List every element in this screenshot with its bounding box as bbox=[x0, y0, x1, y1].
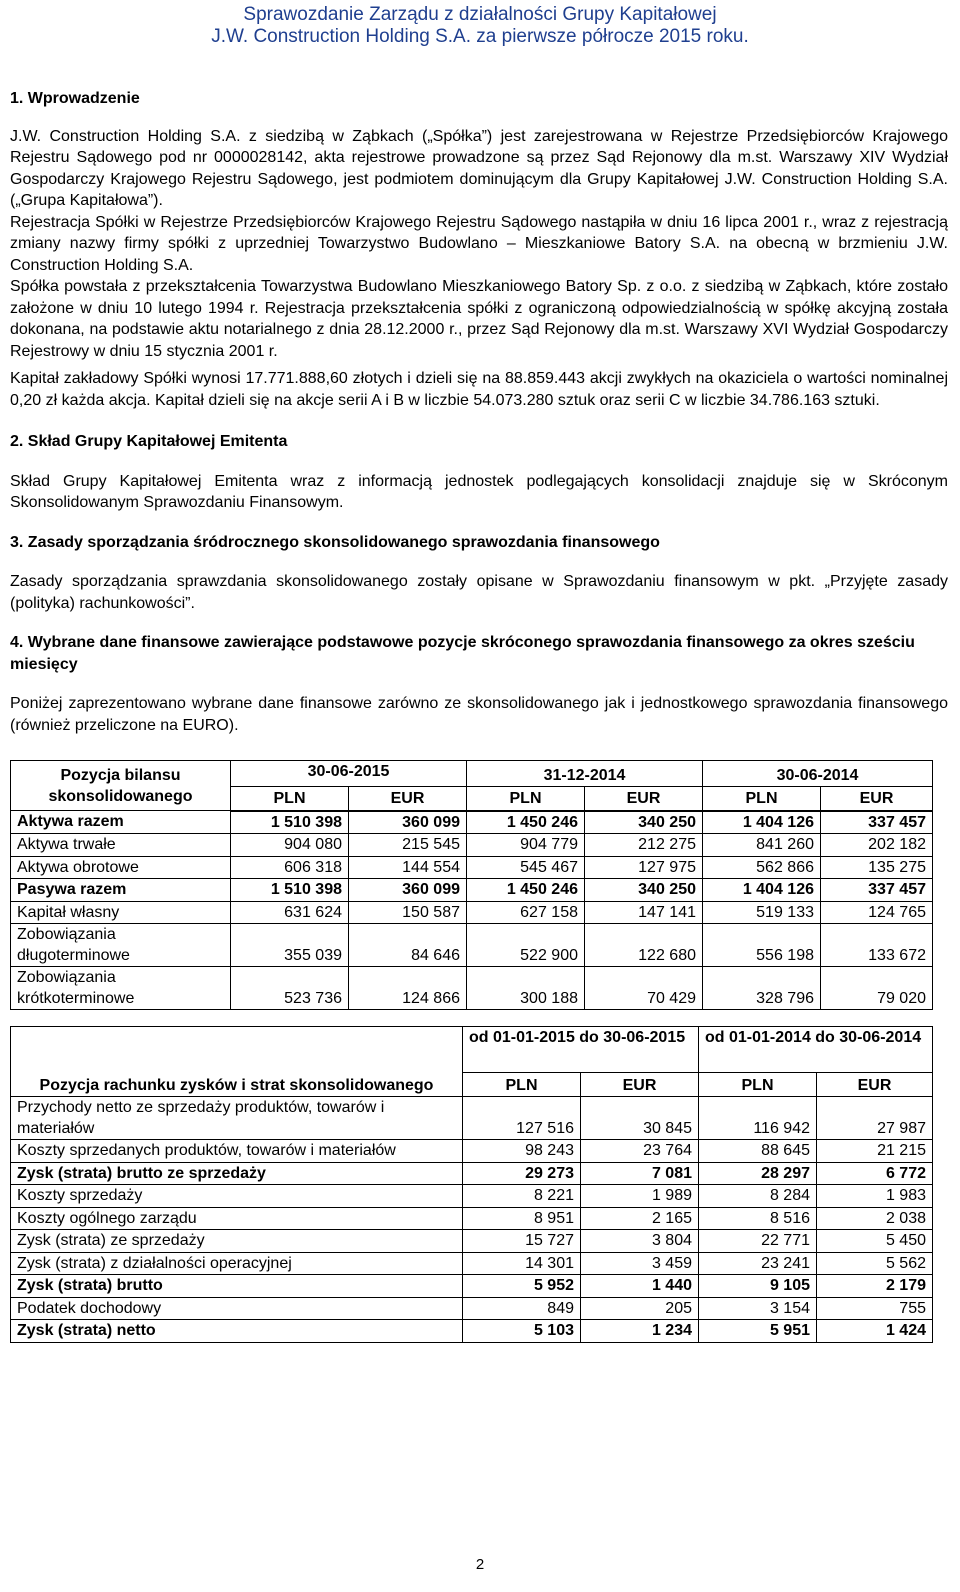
row-value: 3 804 bbox=[581, 1230, 699, 1253]
row-label: Pasywa razem bbox=[11, 879, 231, 902]
row-label: Zysk (strata) netto bbox=[11, 1320, 463, 1343]
row-label: Aktywa razem bbox=[11, 811, 231, 834]
row-value: 84 646 bbox=[349, 924, 467, 967]
row-value: 116 942 bbox=[699, 1097, 817, 1140]
row-value: 300 188 bbox=[467, 967, 585, 1010]
row-value: 21 215 bbox=[817, 1140, 933, 1163]
table-row bbox=[11, 1097, 933, 1140]
row-label: Koszty sprzedaży bbox=[11, 1185, 463, 1208]
row-value: 1 510 398 bbox=[231, 811, 349, 834]
currency-header: EUR bbox=[585, 787, 703, 811]
currency-header: EUR bbox=[581, 1073, 699, 1097]
balance-header-label: Pozycja bilansu skonsolidowanego bbox=[11, 761, 231, 811]
row-value: 5 951 bbox=[699, 1320, 817, 1343]
row-value: 606 318 bbox=[231, 856, 349, 879]
currency-header: EUR bbox=[349, 787, 467, 811]
table-row bbox=[11, 1252, 933, 1275]
row-value: 147 141 bbox=[585, 901, 703, 924]
row-value: 631 624 bbox=[231, 901, 349, 924]
section-1-title: 1. Wprowadzenie bbox=[10, 90, 140, 107]
currency-header: PLN bbox=[467, 787, 585, 811]
row-value: 1 510 398 bbox=[231, 879, 349, 902]
row-value: 98 243 bbox=[463, 1140, 581, 1163]
row-value: 556 198 bbox=[703, 924, 821, 967]
currency-header: EUR bbox=[817, 1073, 933, 1097]
row-value: 904 080 bbox=[231, 834, 349, 857]
row-value: 337 457 bbox=[821, 811, 933, 834]
row-value: 2 179 bbox=[817, 1275, 933, 1298]
row-value: 355 039 bbox=[231, 924, 349, 967]
row-value: 849 bbox=[463, 1297, 581, 1320]
row-value: 29 273 bbox=[463, 1162, 581, 1185]
row-value: 212 275 bbox=[585, 834, 703, 857]
row-value: 70 429 bbox=[585, 967, 703, 1010]
row-label: Zysk (strata) z działalności operacyjnej bbox=[11, 1252, 463, 1275]
row-label: Zysk (strata) brutto bbox=[11, 1275, 463, 1298]
section-3-title: 3. Zasady sporządzania śródrocznego skonsolidowanego sprawozdania finansowego bbox=[10, 533, 660, 551]
row-value: 5 450 bbox=[817, 1230, 933, 1253]
row-value: 8 951 bbox=[463, 1207, 581, 1230]
document-body bbox=[10, 88, 948, 1343]
row-value: 215 545 bbox=[349, 834, 467, 857]
row-value: 127 975 bbox=[585, 856, 703, 879]
row-value: 88 645 bbox=[699, 1140, 817, 1163]
row-value: 1 450 246 bbox=[467, 811, 585, 834]
header-line-2: J.W. Construction Holding S.A. za pierwsze półrocze 2015 roku. bbox=[211, 26, 749, 47]
table-row bbox=[11, 1207, 933, 1230]
row-value: 124 866 bbox=[349, 967, 467, 1010]
section-1-paragraph-1: J.W. Construction Holding S.A. z siedzibą w Ząbkach („Spółka”) jest zarejestrowana w Rejestrze Przedsiębiorców Krajowego Rejestru Sądowego pod nr 0000028142, akta rejestrowe prowadzone są przez Sąd Rejonowy dla m.st. Warszawy XIV Wydział Gospodarczy Krajowego Rejestru Sądowego, jest podmiotem dominującym dla Grupy Kapitałowej J.W. Construction Holding S.A. („Grupa Kapitałowa”). bbox=[10, 127, 948, 209]
table-row bbox=[11, 1185, 933, 1208]
row-label: Aktywa obrotowe bbox=[11, 856, 231, 879]
row-value: 360 099 bbox=[349, 879, 467, 902]
row-value: 337 457 bbox=[821, 879, 933, 902]
table-row bbox=[11, 1320, 933, 1343]
table-row bbox=[11, 834, 933, 857]
income-period-header: od 01-01-2014 do 30-06-2014 bbox=[699, 1027, 933, 1073]
document-header bbox=[0, 0, 960, 48]
row-value: 340 250 bbox=[585, 811, 703, 834]
row-value: 755 bbox=[817, 1297, 933, 1320]
row-label: Zobowiązania długoterminowe bbox=[11, 924, 231, 967]
section-1-paragraph-4: Kapitał zakładowy Spółki wynosi 17.771.888,60 złotych i dzieli się na 88.859.443 akcji zwykłych na okaziciela o wartości nominalnej 0,20 zł każda akcja. Kapitał dzieli się na akcje serii A i B w liczbie 54.073.280 sztuk oraz serii C w liczbie 34.786.163 sztuki. bbox=[10, 370, 948, 409]
row-value: 8 221 bbox=[463, 1185, 581, 1208]
row-label: Koszty ogólnego zarządu bbox=[11, 1207, 463, 1230]
row-value: 2 165 bbox=[581, 1207, 699, 1230]
row-value: 627 158 bbox=[467, 901, 585, 924]
row-value: 122 680 bbox=[585, 924, 703, 967]
row-value: 1 440 bbox=[581, 1275, 699, 1298]
currency-header: EUR bbox=[821, 787, 933, 811]
row-label: Kapitał własny bbox=[11, 901, 231, 924]
row-label: Zysk (strata) ze sprzedaży bbox=[11, 1230, 463, 1253]
table-row bbox=[11, 856, 933, 879]
row-value: 28 297 bbox=[699, 1162, 817, 1185]
currency-header: PLN bbox=[699, 1073, 817, 1097]
row-value: 5 103 bbox=[463, 1320, 581, 1343]
row-value: 2 038 bbox=[817, 1207, 933, 1230]
balance-table-body bbox=[11, 811, 933, 1010]
balance-period-header: 30-06-2014 bbox=[703, 761, 933, 787]
table-row bbox=[11, 1230, 933, 1253]
row-value: 124 765 bbox=[821, 901, 933, 924]
income-table bbox=[10, 1026, 933, 1343]
row-label: Podatek dochodowy bbox=[11, 1297, 463, 1320]
row-value: 6 772 bbox=[817, 1162, 933, 1185]
row-value: 328 796 bbox=[703, 967, 821, 1010]
row-value: 30 845 bbox=[581, 1097, 699, 1140]
section-2-title: 2. Skład Grupy Kapitałowej Emitenta bbox=[10, 433, 288, 450]
currency-header: PLN bbox=[703, 787, 821, 811]
table-row bbox=[11, 1162, 933, 1185]
row-value: 841 260 bbox=[703, 834, 821, 857]
section-3-paragraph: Zasady sporządzania sprawzdania skonsolidowanego zostały opisane w Sprawozdaniu finansowym w pkt. „Przyjęte zasady (polityka) rachunkowości”. bbox=[10, 573, 948, 612]
row-value: 133 672 bbox=[821, 924, 933, 967]
income-table-body bbox=[11, 1097, 933, 1343]
page-number: 2 bbox=[475, 1556, 485, 1573]
income-header-label: Pozycja rachunku zysków i strat skonsolidowanego bbox=[11, 1027, 463, 1097]
row-value: 562 866 bbox=[703, 856, 821, 879]
row-value: 135 275 bbox=[821, 856, 933, 879]
row-value: 1 424 bbox=[817, 1320, 933, 1343]
row-value: 522 900 bbox=[467, 924, 585, 967]
row-value: 1 404 126 bbox=[703, 811, 821, 834]
row-value: 205 bbox=[581, 1297, 699, 1320]
row-value: 27 987 bbox=[817, 1097, 933, 1140]
table-row bbox=[11, 879, 933, 902]
row-value: 8 284 bbox=[699, 1185, 817, 1208]
row-value: 1 989 bbox=[581, 1185, 699, 1208]
row-value: 5 562 bbox=[817, 1252, 933, 1275]
section-4-paragraph: Poniżej zaprezentowano wybrane dane finansowe zarówno ze skonsolidowanego jak i jednostkowego sprawozdania finansowego (również przeliczone na EURO). bbox=[10, 695, 948, 734]
row-value: 79 020 bbox=[821, 967, 933, 1010]
table-row bbox=[11, 1140, 933, 1163]
row-value: 127 516 bbox=[463, 1097, 581, 1140]
section-1-paragraph-3: Spółka powstała z przekształcenia Towarzystwa Budowlano Mieszkaniowego Batory Sp. z o.o. z siedzibą w Ząbkach, które zostało założone w dniu 10 lutego 1994 r. Rejestracja przekształcenia spółki z ograniczoną odpowiedzialnością w spółkę akcyjną została dokonana, na podstawie aktu notarialnego z dnia 28.12.2000 r., przez Sąd Rejonowy dla m.st. Warszawy XVI Wydział Gospodarczy Rejestrowy w dniu 15 stycznia 2001 r. bbox=[10, 278, 948, 360]
table-row bbox=[11, 811, 933, 834]
row-value: 7 081 bbox=[581, 1162, 699, 1185]
row-value: 22 771 bbox=[699, 1230, 817, 1253]
row-value: 3 459 bbox=[581, 1252, 699, 1275]
section-4-title: 4. Wybrane dane finansowe zawierające podstawowe pozycje skróconego sprawozdania finansowego za okres sześciu miesięcy bbox=[10, 634, 915, 673]
row-value: 23 764 bbox=[581, 1140, 699, 1163]
row-value: 15 727 bbox=[463, 1230, 581, 1253]
income-period-header: od 01-01-2015 do 30-06-2015 bbox=[463, 1027, 699, 1073]
section-2-paragraph: Skład Grupy Kapitałowej Emitenta wraz z informacją jednostek podlegających konsolidacji znajduje się w Skróconym Skonsolidowanym Sprawozdaniu Finansowym. bbox=[10, 472, 948, 511]
table-row bbox=[11, 1297, 933, 1320]
balance-table bbox=[10, 760, 933, 1010]
row-value: 3 154 bbox=[699, 1297, 817, 1320]
table-row bbox=[11, 924, 933, 967]
row-label: Przychody netto ze sprzedaży produktów, towarów i materiałów bbox=[11, 1097, 463, 1140]
row-value: 523 736 bbox=[231, 967, 349, 1010]
row-value: 202 182 bbox=[821, 834, 933, 857]
section-1-paragraph-2: Rejestracja Spółki w Rejestrze Przedsiębiorców Krajowego Rejestru Sądowego nastąpiła w dniu 16 lipca 2001 r., wraz z rejestracją zmiany nazwy firmy spółki z uprzedniej Towarzystwo Budowlano – Mieszkaniowe Batory S.A. na obecną w brzmieniu J.W. Construction Holding S.A. bbox=[10, 213, 948, 274]
row-value: 1 450 246 bbox=[467, 879, 585, 902]
row-value: 144 554 bbox=[349, 856, 467, 879]
row-label: Aktywa trwałe bbox=[11, 834, 231, 857]
currency-header: PLN bbox=[463, 1073, 581, 1097]
row-value: 23 241 bbox=[699, 1252, 817, 1275]
balance-period-header: 31-12-2014 bbox=[467, 761, 703, 787]
row-value: 545 467 bbox=[467, 856, 585, 879]
balance-period-header: 30-06-2015 bbox=[231, 761, 467, 787]
row-label: Zobowiązania krótkoterminowe bbox=[11, 967, 231, 1010]
row-label: Koszty sprzedanych produktów, towarów i materiałów bbox=[11, 1140, 463, 1163]
row-value: 1 404 126 bbox=[703, 879, 821, 902]
row-value: 150 587 bbox=[349, 901, 467, 924]
table-row bbox=[11, 901, 933, 924]
row-value: 904 779 bbox=[467, 834, 585, 857]
row-value: 5 952 bbox=[463, 1275, 581, 1298]
row-label: Zysk (strata) brutto ze sprzedaży bbox=[11, 1162, 463, 1185]
currency-header: PLN bbox=[231, 787, 349, 811]
row-value: 360 099 bbox=[349, 811, 467, 834]
table-row bbox=[11, 1275, 933, 1298]
table-row bbox=[11, 967, 933, 1010]
row-value: 1 234 bbox=[581, 1320, 699, 1343]
row-value: 1 983 bbox=[817, 1185, 933, 1208]
row-value: 519 133 bbox=[703, 901, 821, 924]
row-value: 14 301 bbox=[463, 1252, 581, 1275]
header-line-1: Sprawozdanie Zarządu z działalności Grupy Kapitałowej bbox=[243, 4, 717, 25]
row-value: 8 516 bbox=[699, 1207, 817, 1230]
row-value: 9 105 bbox=[699, 1275, 817, 1298]
row-value: 340 250 bbox=[585, 879, 703, 902]
